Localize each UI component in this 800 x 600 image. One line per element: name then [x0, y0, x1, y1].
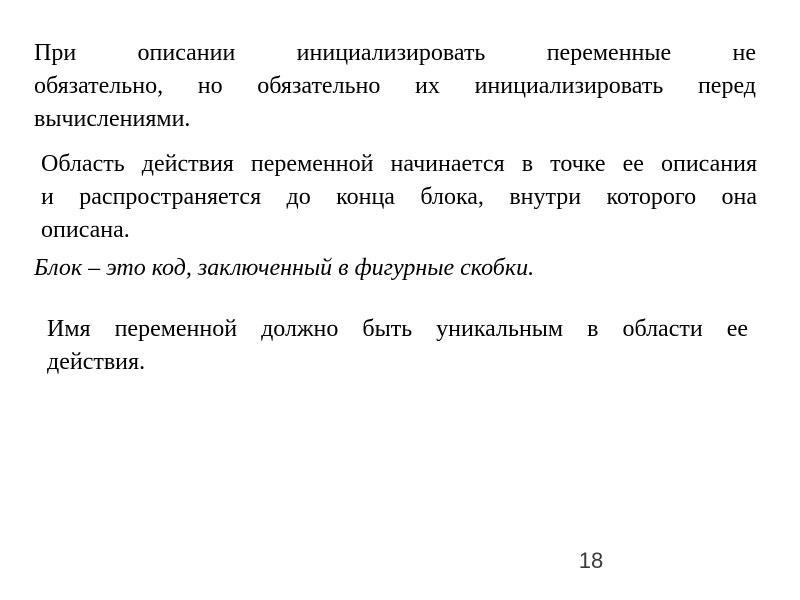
- page-number: 18: [578, 548, 604, 573]
- paragraph-initialization: [34, 37, 756, 136]
- text-line: При описании инициализировать переменные не: [34, 40, 756, 66]
- definition-block: [34, 252, 674, 285]
- text-line: Блок – это код, заключенный в фигурные скобки.: [34, 255, 535, 281]
- text-line: описана.: [41, 217, 130, 243]
- text-line: действия.: [47, 349, 146, 375]
- paragraph-unique-name: [47, 313, 748, 379]
- text-line: вычислениями.: [34, 106, 191, 132]
- text-line: и распространяется до конца блока, внутри которого она: [41, 184, 757, 210]
- text-line: Область действия переменной начинается в точке ее описания: [41, 151, 757, 177]
- paragraph-scope: [41, 148, 757, 247]
- text-line: Имя переменной должно быть уникальным в области ее: [47, 316, 748, 342]
- text-line: обязательно, но обязательно их инициализировать перед: [34, 73, 756, 99]
